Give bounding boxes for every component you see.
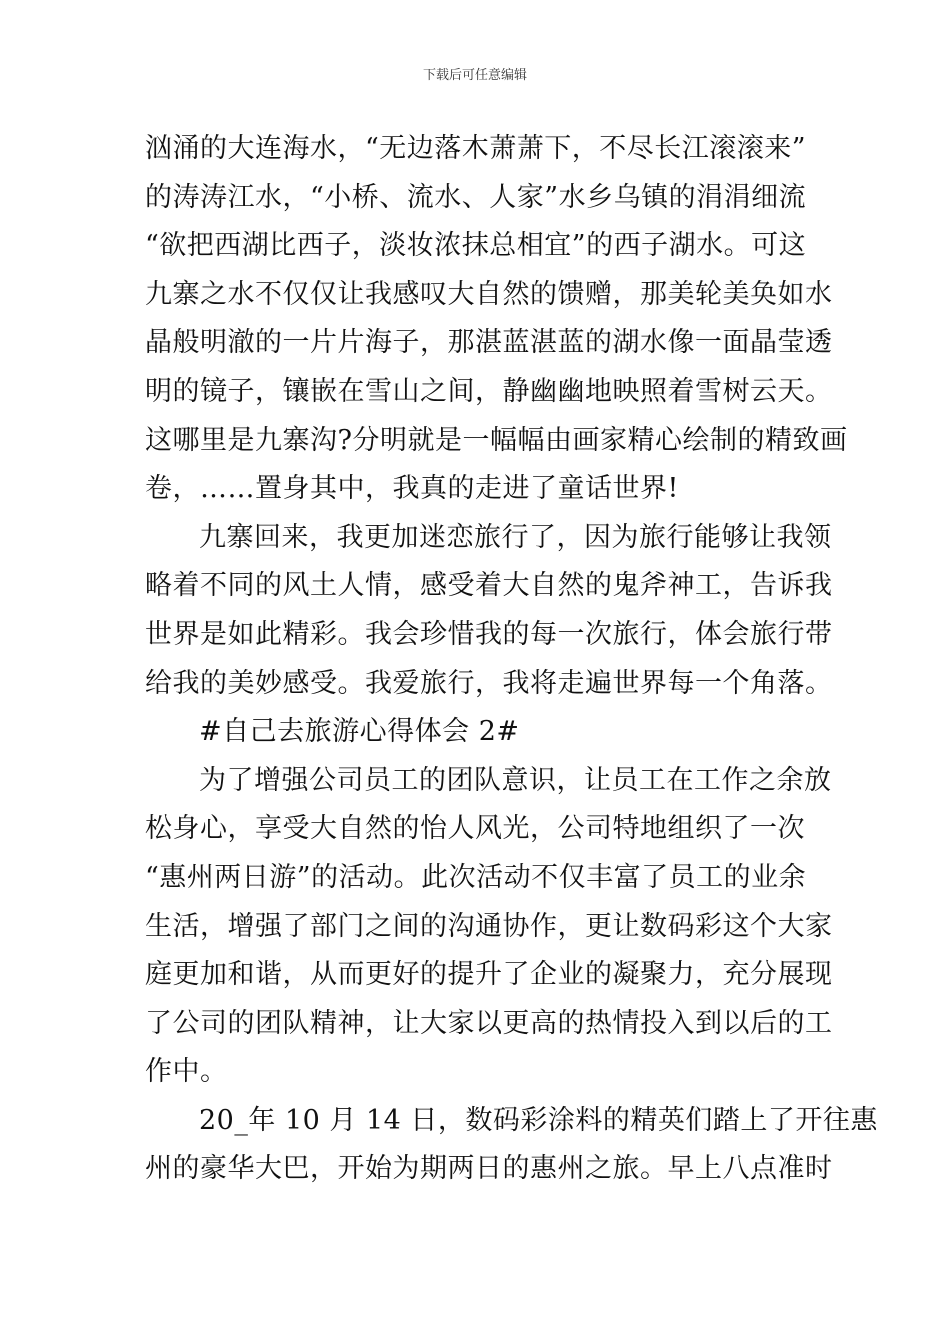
page-header: 下载后可任意编辑 [422, 68, 527, 83]
text-line-15: 松身心，享受大自然的怡人风光，公司特地组织了一次 [145, 813, 805, 845]
text-line-22: 州的豪华大巴，开始为期两日的惠州之旅。早上八点准时 [145, 1153, 833, 1185]
text-line-5: 晶般明澈的一片片海子，那湛蓝湛蓝的湖水像一面晶莹透 [145, 327, 833, 359]
text-line-2: 的涛涛江水，“小桥、流水、人家”水乡乌镇的涓涓细流 [145, 181, 807, 213]
text-line-9: 九寨回来，我更加迷恋旅行了，因为旅行能够让我领 [199, 521, 832, 553]
text-line-20: 作中。 [145, 1056, 228, 1088]
text-line-14: 为了增强公司员工的团队意识，让员工在工作之余放 [199, 764, 832, 796]
text-line-7: 这哪里是九寨沟?分明就是一幅幅由画家精心绘制的精致画 [145, 424, 848, 456]
text-line-21: 20_年 10 月 14 日，数码彩涂料的精英们踏上了开往惠 [199, 1104, 878, 1136]
text-line-11: 世界是如此精彩。我会珍惜我的每一次旅行，体会旅行带 [145, 618, 833, 650]
text-line-10: 略着不同的风土人情，感受着大自然的鬼斧神工，告诉我 [145, 570, 833, 602]
text-line-17: 生活，增强了部门之间的沟通协作，更让数码彩这个大家 [145, 910, 833, 942]
text-line-6: 明的镜子，镶嵌在雪山之间，静幽幽地映照着雪树云天。 [145, 375, 833, 407]
text-line-1: 汹涌的大连海水，“无边落木萧萧下，不尽长江滚滚来” [145, 133, 807, 164]
text-line-18: 庭更加和谐，从而更好的提升了企业的凝聚力，充分展现 [145, 959, 833, 991]
text-line-3: “欲把西湖比西子，淡妆浓抹总相宜”的西子湖水。可这 [145, 230, 807, 262]
text-line-8: 卷，……置身其中，我真的走进了童话世界! [145, 473, 679, 505]
document-body [145, 125, 878, 1194]
text-line-12: 给我的美妙感受。我爱旅行，我将走遍世界每一个角落。 [145, 667, 833, 699]
text-line-16: “惠州两日游”的活动。此次活动不仅丰富了员工的业余 [145, 861, 807, 893]
text-line-19: 了公司的团队精神，让大家以更高的热情投入到以后的工 [145, 1007, 833, 1039]
text-line-4: 九寨之水不仅仅让我感叹大自然的馈赠，那美轮美奂如水 [145, 278, 833, 310]
section-heading: #自己去旅游心得体会 2# [199, 716, 520, 748]
